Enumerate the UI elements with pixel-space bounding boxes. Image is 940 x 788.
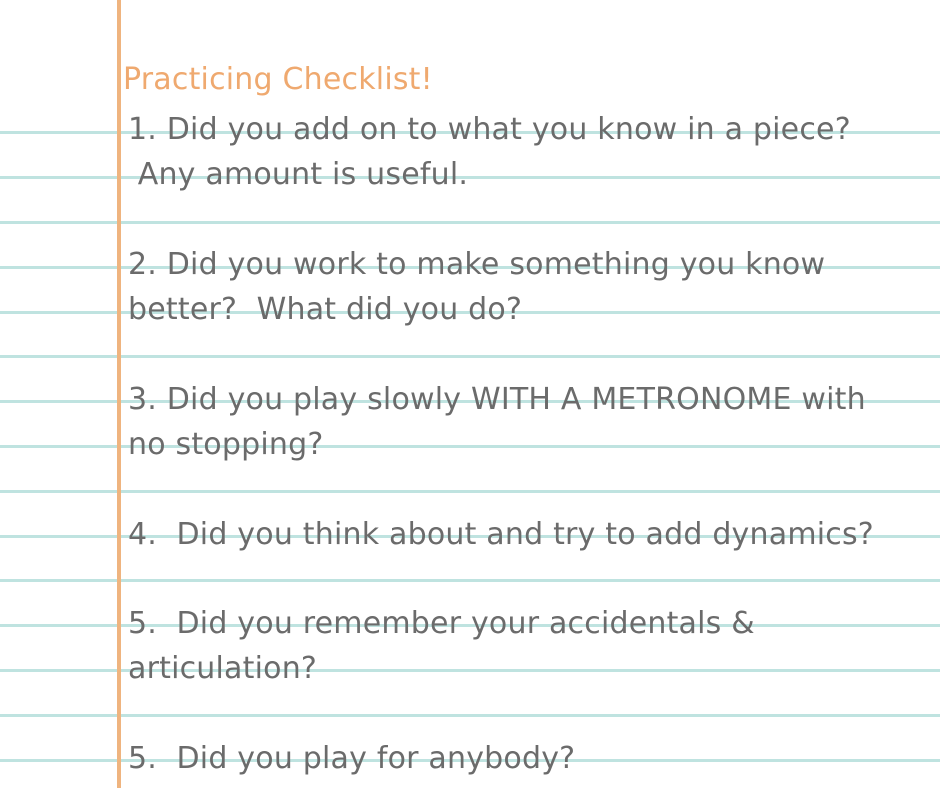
ruled-line	[0, 355, 940, 358]
margin-line	[117, 0, 121, 788]
checklist-item-1-line-2: Any amount is useful.	[128, 157, 469, 192]
ruled-line	[0, 221, 940, 224]
checklist-item-2-line-1: 2. Did you work to make something you know	[128, 247, 826, 282]
checklist-item-3-line-1: 3. Did you play slowly WITH A METRONOME with	[128, 382, 866, 417]
checklist-item-3-line-2: no stopping?	[128, 427, 324, 462]
checklist-item-5-line-1: 5. Did you remember your accidentals &	[128, 606, 755, 641]
checklist-item-1-line-1: 1. Did you add on to what you know in a piece?	[128, 112, 851, 147]
checklist-item-4-line-1: 4. Did you think about and try to add dynamics?	[128, 517, 874, 552]
checklist-item-2-line-2: better? What did you do?	[128, 292, 523, 327]
ruled-line	[0, 714, 940, 717]
ruled-line	[0, 490, 940, 493]
checklist-item-6-line-1: 5. Did you play for anybody?	[128, 741, 576, 776]
page-title: Practicing Checklist!	[123, 62, 433, 97]
checklist-item-5-line-2: articulation?	[128, 651, 318, 686]
ruled-line	[0, 579, 940, 582]
